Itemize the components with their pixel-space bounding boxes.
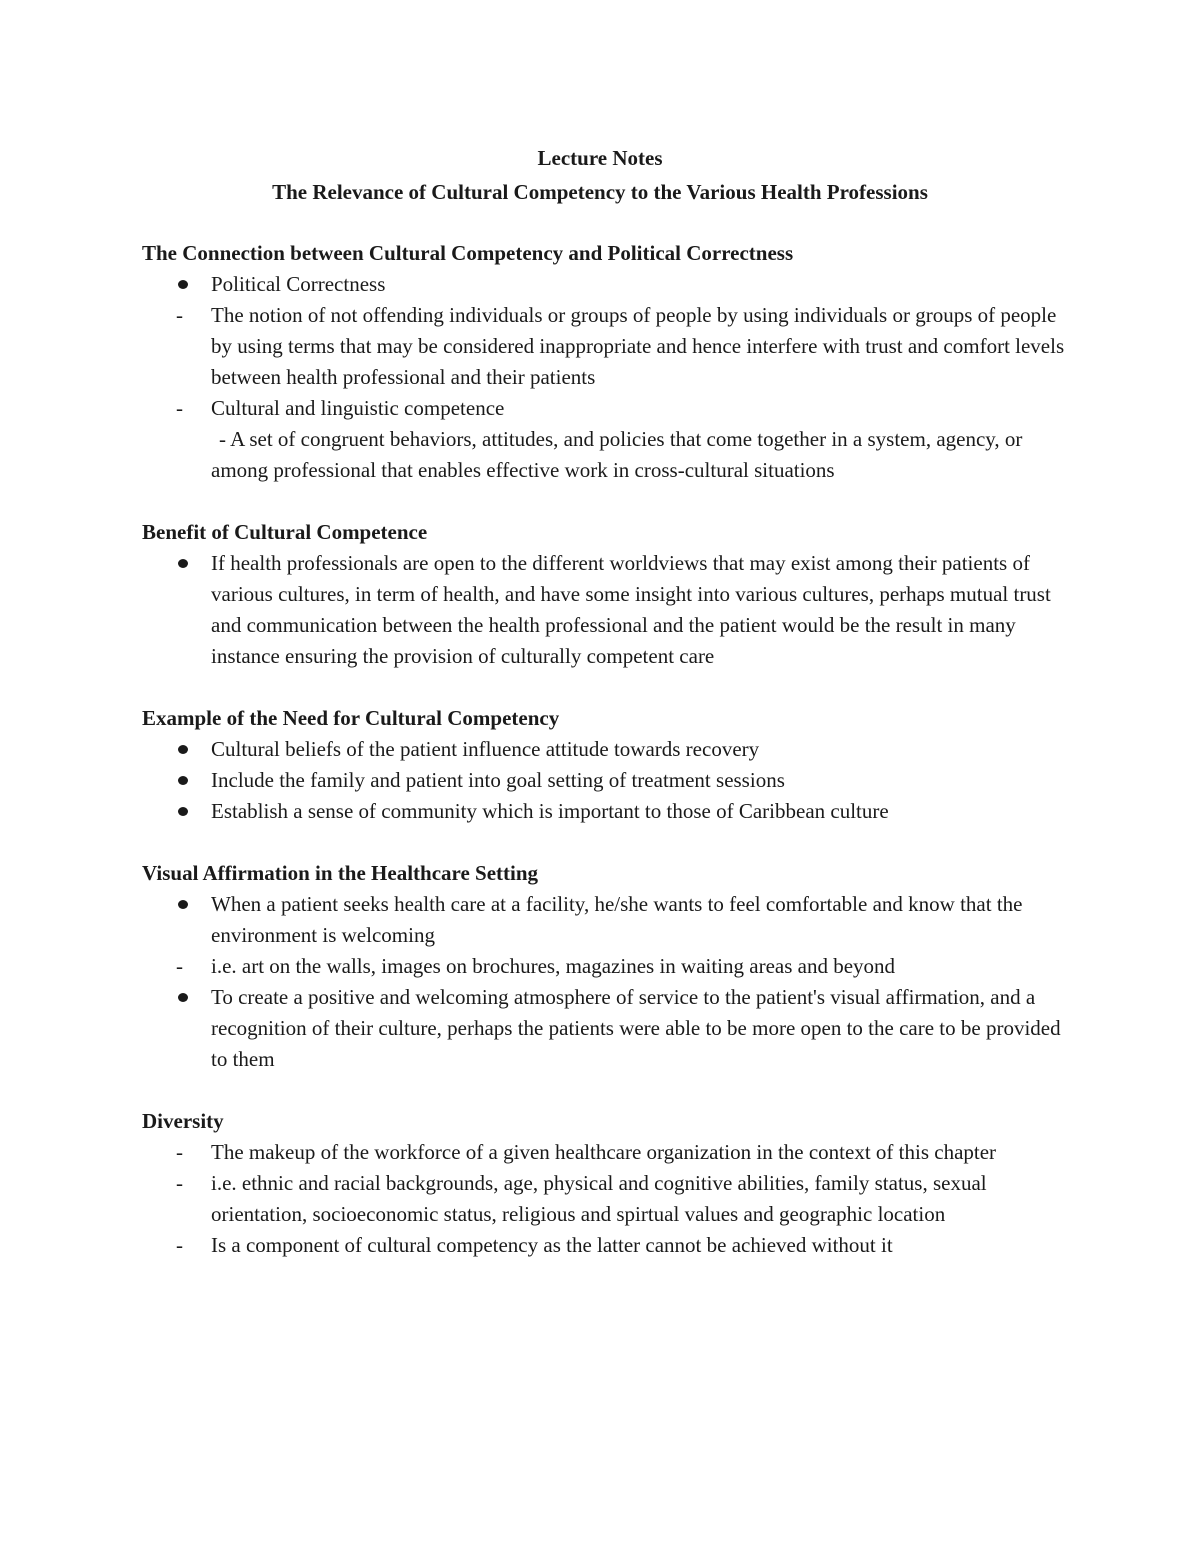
list-item-text: Political Correctness bbox=[211, 272, 386, 296]
list-item-text: Establish a sense of community which is important to those of Caribbean culture bbox=[211, 799, 889, 823]
list-item-text: The makeup of the workforce of a given healthcare organization in the context of this chapter bbox=[211, 1140, 997, 1164]
document-body bbox=[142, 238, 1082, 1292]
list-item bbox=[142, 765, 1082, 796]
list-item-text: To create a positive and welcoming atmosphere of service to the patient's visual affirmation, and a recognition of their culture, perhaps the patients were able to be more open to the care to be provided to them bbox=[211, 985, 1061, 1071]
list-item-subtext: - A set of congruent behaviors, attitudes, and policies that come together in a system, agency, or among professional that enables effective work in cross-cultural situations bbox=[211, 427, 1023, 482]
section-heading: Diversity bbox=[142, 1109, 224, 1133]
list-item-text: The notion of not offending individuals or groups of people by using individuals or groups of people by using terms that may be considered inappropriate and hence interfere with trust and comfort levels between health professional and their patients bbox=[211, 303, 1065, 389]
list-item bbox=[142, 548, 1082, 672]
list-item-text: i.e. ethnic and racial backgrounds, age, physical and cognitive abilities, family status, sexual orientation, socioeconomic status, religious and spirtual values and geographic location bbox=[211, 1171, 987, 1226]
section-political-correctness bbox=[142, 238, 1082, 486]
document-subtitle: The Relevance of Cultural Competency to the Various Health Professions bbox=[272, 180, 928, 204]
list-item bbox=[142, 1230, 1082, 1261]
section-benefit bbox=[142, 517, 1082, 672]
list-item bbox=[142, 734, 1082, 765]
list-item bbox=[142, 1168, 1082, 1230]
list-item-text: Is a component of cultural competency as the latter cannot be achieved without it bbox=[211, 1233, 893, 1257]
list-item bbox=[142, 393, 1082, 486]
section-heading: Benefit of Cultural Competence bbox=[142, 520, 428, 544]
list-item bbox=[142, 1137, 1082, 1168]
list-item-text: Include the family and patient into goal setting of treatment sessions bbox=[211, 768, 785, 792]
list-item-text: i.e. art on the walls, images on brochures, magazines in waiting areas and beyond bbox=[211, 954, 896, 978]
document-title: Lecture Notes bbox=[537, 146, 663, 170]
section-example-need bbox=[142, 703, 1082, 827]
list-item-text: Cultural and linguistic competence bbox=[211, 396, 505, 420]
list-item bbox=[142, 796, 1082, 827]
list-item-text: Cultural beliefs of the patient influence attitude towards recovery bbox=[211, 737, 760, 761]
list-item bbox=[142, 300, 1082, 393]
section-heading: Example of the Need for Cultural Competency bbox=[142, 706, 560, 730]
section-visual-affirmation bbox=[142, 858, 1082, 1075]
list-item bbox=[142, 269, 1082, 300]
list-item bbox=[142, 951, 1082, 982]
section-diversity bbox=[142, 1106, 1082, 1261]
document-header bbox=[0, 141, 1200, 209]
list-item bbox=[142, 889, 1082, 951]
section-heading: The Connection between Cultural Competency and Political Correctness bbox=[142, 241, 794, 265]
section-heading: Visual Affirmation in the Healthcare Setting bbox=[142, 861, 539, 885]
list-item bbox=[142, 982, 1082, 1075]
list-item-text: When a patient seeks health care at a facility, he/she wants to feel comfortable and know that the environment is welcoming bbox=[211, 892, 1023, 947]
list-item-text: If health professionals are open to the different worldviews that may exist among their patients of various cultures, in term of health, and have some insight into various cultures, perhaps mutual trust and communication between the health professional and the patient would be the result in many instance ensuring the provision of culturally competent care bbox=[211, 551, 1051, 668]
